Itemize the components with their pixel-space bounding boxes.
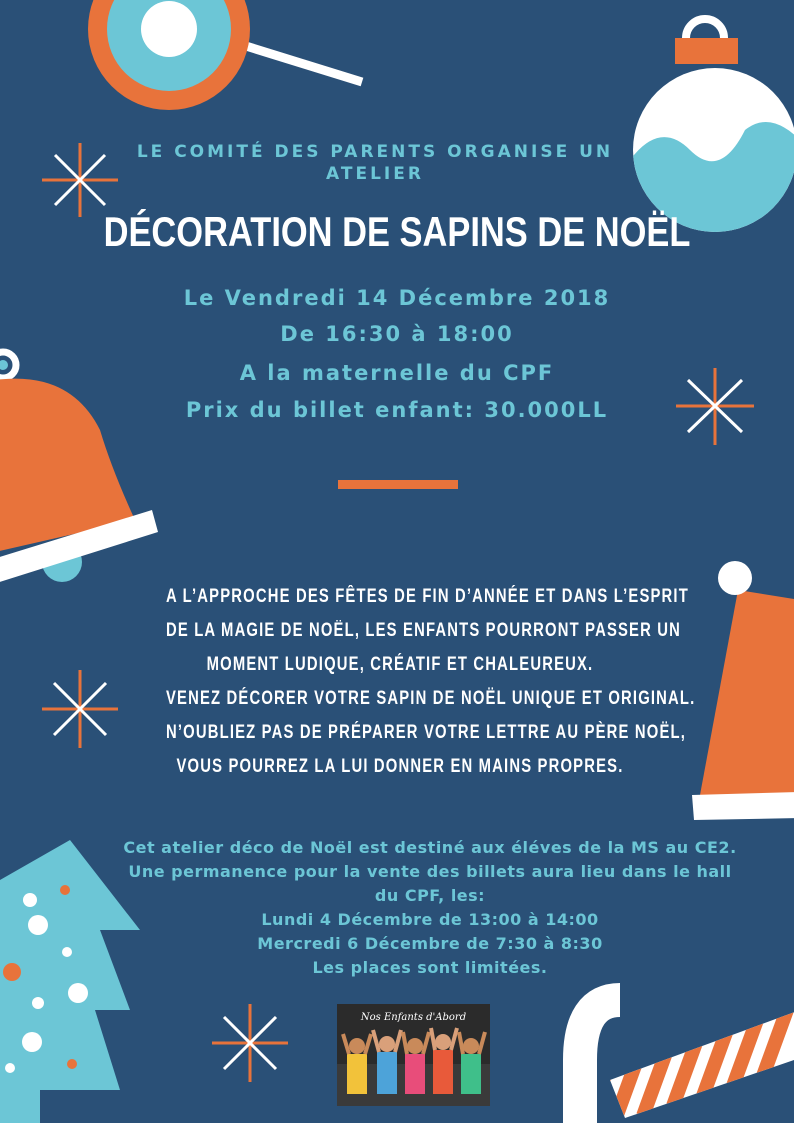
limited-places-note: Les places sont limitées.	[312, 958, 548, 977]
event-price: Prix du billet enfant: 30.000LL	[185, 398, 609, 422]
page-title: DÉCORATION DE SAPINS DE NOËL	[103, 208, 691, 255]
description-line: A L’APPROCHE DES FÊTES DE FIN D’ANNÉE ET DANS L’ESPRIT	[166, 586, 689, 607]
santa-hat-icon	[692, 561, 794, 820]
logo-text: Nos Enfants d'Abord	[360, 1012, 467, 1023]
audience-text: Cet atelier déco de Noël est destiné aux éléves de la MS au CE2.	[123, 838, 737, 857]
description-line: MOMENT LUDIQUE, CRÉATIF ET CHALEUREUX.	[206, 654, 594, 675]
divider	[338, 480, 458, 489]
logo-image	[337, 1004, 490, 1106]
description-line: VOUS POURREZ LA LUI DONNER EN MAINS PROPRES.	[176, 756, 624, 777]
sales-intro-text: Une permanence pour la vente des billets aura lieu dans le hall du CPF, les:	[128, 862, 732, 905]
ornament-ring-icon	[88, 0, 362, 110]
description-line: N’OUBLIEZ PAS DE PRÉPARER VOTRE LETTRE AU PÈRE NOËL,	[166, 722, 687, 743]
event-time: De 16:30 à 18:00	[280, 322, 514, 346]
sales-slot-2: Mercredi 6 Décembre de 7:30 à 8:30	[257, 934, 603, 953]
sales-slot-1: Lundi 4 Décembre de 13:00 à 14:00	[261, 910, 599, 929]
description-line: DE LA MAGIE DE NOËL, LES ENFANTS POURRONT PASSER UN	[166, 620, 682, 641]
description-block	[100, 580, 700, 784]
sparkle-icon	[212, 1004, 288, 1082]
description-line: VENEZ DÉCORER VOTRE SAPIN DE NOËL UNIQUE ET ORIGINAL.	[166, 688, 696, 709]
details-block	[80, 836, 780, 980]
event-date: Le Vendredi 14 Décembre 2018	[183, 286, 611, 310]
header-kicker: LE COMITÉ DES PARENTS ORGANISE UN ATELIER	[136, 142, 614, 184]
event-place: A la maternelle du CPF	[239, 361, 555, 385]
